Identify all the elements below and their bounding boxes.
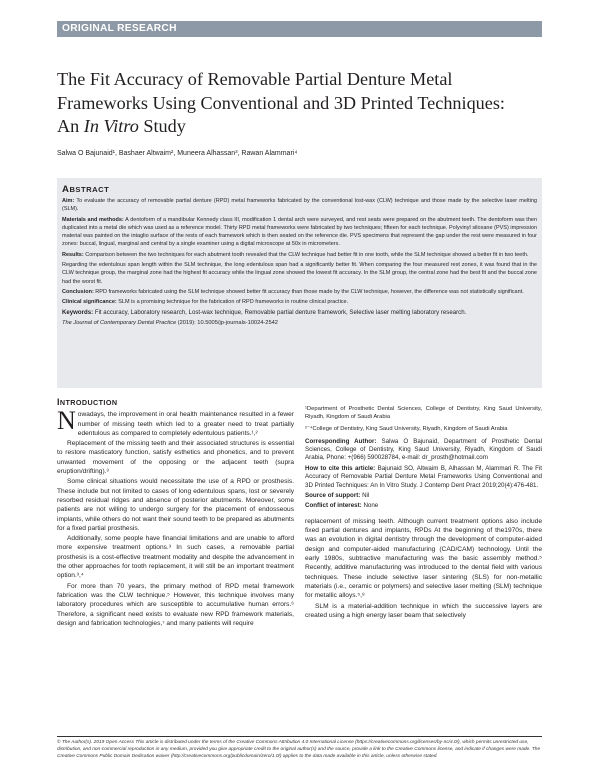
article-title xyxy=(57,68,547,139)
title-line-2: Frameworks Using Conventional and 3D Printed Techniques: xyxy=(57,92,505,113)
abstract-methods xyxy=(62,216,537,249)
title-italic: In Vitro xyxy=(83,116,139,136)
left-column xyxy=(57,398,294,629)
intro-paragraph-4: Additionally, some people have financial limitations and are unable to afford more expensive treatment options.³ In such cases, a removable partial prosthesis is a cost-effective treatment modality and despite the advancement in the other approaches for tooth replacement, it will still be an important treatment option.³,⁴ xyxy=(57,535,294,580)
intro-paragraph-5: For more than 70 years, the primary method of RPD metal framework fabrication was the CLW technique.⁵ However, this technique involves many laboratory procedures which are susceptible to accumulative human errors.⁶ Therefore, a significant need exists to evaluate new RPD framework materials, design and fabrication technologies,⁷ and many patients will require xyxy=(57,582,294,627)
intro-paragraph-3: Some clinical situations would necessitate the use of a RPD or prosthesis. These include but not limited to cases of long edentulous spans, lost or severely resorbed residual ridges and absence of posterior abutments. Moreover, some patients are not willing to undergo surgery for the placement of endosseous implants, while others do not want their sound teeth to be prepared as abutments for a fixed partial prosthesis. xyxy=(57,478,294,532)
intro-heading xyxy=(57,398,294,407)
aim-label: Aim: xyxy=(62,198,75,204)
cite-label: How to cite this article: xyxy=(305,464,376,472)
clinical-label: Clinical significance: xyxy=(62,299,117,306)
abstract-conclusion xyxy=(62,288,537,296)
conclusion-label: Conclusion: xyxy=(62,288,94,295)
abstract-heading-rest: BSTRACT xyxy=(69,185,110,194)
title-line-3 xyxy=(57,115,547,139)
abstract-aim xyxy=(62,197,537,214)
results-label: Results: xyxy=(62,251,84,258)
abstract-heading xyxy=(62,184,537,195)
keywords-label: Keywords: xyxy=(62,308,94,316)
cite-text: Bajunaid SO, Altwaim B, Alhassan M, Alammari R. The Fit Accuracy of Removable Partial Denture Metal Frameworks Using Conventional and 3D Printed Techniques: An In Vitro Study. J Contemp Dent Pract 2019;20(4):476-481. xyxy=(305,464,542,489)
drop-cap: N xyxy=(57,406,76,436)
methods-text: A dentoform of a mandibular Kennedy class III, modification 1 dental arch were surveyed, and rest seats were prepared on the abutment teeth. The dentoform was then duplicated into a metal die which was used as a reference model. Thirty RPD metal frameworks were fabricated by two techniques; fifteen for each technique. Polyvinyl siloxane (PVS) impression material was painted on the intaglio surface of the rests of each framework which is then seated on the reference die. PVS specimens that represent the gap under the rest were measured in four zones: buccal, lingual, marginal and central by a single examiner using a digital microscope at 50x in micrometers. xyxy=(62,216,537,248)
source-of-support xyxy=(305,492,542,500)
intro-paragraph-2: Replacement of the missing teeth and their associated structures is essential to restore masticatory function, satisfy esthetics and phonetics, and to prevent unwanted movement of the opposing or the adjacent teeth (supra eruption/drifting).³ xyxy=(57,440,294,476)
conclusion-text: RPD frameworks fabricated using the SLM technique showed better fit accuracy than those made by the CLW technique, however, the difference was not statistically significant. xyxy=(93,288,524,295)
affiliation-1: ¹Department of Prosthetic Dental Sciences, College of Dentistry, King Saud University, Riyadh, Kingdom of Saudi Arabia xyxy=(305,406,542,421)
abstract-heading-first: A xyxy=(62,184,70,195)
support-text: Nil xyxy=(360,492,370,500)
conflict-label: Conflict of interest: xyxy=(305,502,362,510)
aim-text: To evaluate the accuracy of removable partial denture (RPD) metal frameworks fabricated by the conventional lost-wax (CLW) technique and those made by the selective laser melting (SLM). xyxy=(62,198,537,213)
journal-citation xyxy=(62,320,537,326)
right-paragraph-1: replacement of missing teeth. Although current treatment options also include fixed partial dentures and implants, RPDs At the beginning of the1970s, there was an evolution in digital dentistry through the development of computer-aided design and computer-aided manufacturing (CAD/CAM) technology. Until the early 1980s, subtractive manufacturing was the basic assembly method.⁵ Recently, additive manufacturing was introduced to the dental field with various techniques. These include selective laser sintering (SLS) for non-metallic materials (i.e., ceramic or polymers) and selective laser melting (SLM) technique for metallic alloys.⁵,⁸ xyxy=(305,517,542,600)
corr-label: Corresponding Author: xyxy=(305,437,377,445)
affiliation-2: ²⁻⁴College of Dentistry, King Saud University, Riyadh, Kingdom of Saudi Arabia xyxy=(305,426,508,433)
intro-paragraph-1 xyxy=(57,406,294,438)
section-banner: ORIGINAL RESEARCH xyxy=(57,21,542,37)
abstract-results xyxy=(62,251,537,259)
journal-doi: (2019): 10.5005/jp-journals-10024-2542 xyxy=(176,320,278,327)
right-column xyxy=(305,405,542,621)
right-paragraph-2: SLM is a material-addition technique in which the successive layers are created using a high energy laser beam that selectively xyxy=(305,602,542,619)
conflict-text: None xyxy=(361,502,379,510)
license-footer: © The Author(s). 2019 Open Access This article is distributed under the terms of the Creative Commons Attribution 4.0 International License (https://creativecommons.org/licenses/by-nc/4.0/), which permits unrestricted use, distribution, and non-commercial reproduction in any medium, provided you give appropriate credit to the original author(s) and the source, provide a link to the Creative Commons license, and indicate if changes were made. The Creative Commons Public Domain Dedication waiver (http://creativecommons.org/publicdomain/zero/1.0/) applies to the data made available in this article, unless otherwise stated. xyxy=(57,740,541,760)
author-list: Salwa O Bajunaid¹, Bashaer Altwaim², Muneera Alhassan³, Rawan Alammari⁴ xyxy=(57,150,298,157)
conflict-of-interest xyxy=(305,502,542,510)
clinical-text: SLM is a promising technique for the fabrication of RPD frameworks in routine clinical practice. xyxy=(116,299,349,306)
results-text: Comparison between the two techniques for each abutment tooth revealed that the CLW technique had better fit in one tooth, while the SLM technique showed a better fit in two teeth. xyxy=(83,251,529,258)
title-line-3-pre: An xyxy=(57,116,84,136)
intro-heading-rest: NTRODUCTION xyxy=(59,398,118,407)
abstract-clinical xyxy=(62,298,537,306)
corr-text: Salwa O Bajunaid, Department of Prosthetic Dental Sciences, College of Dentistry, King Saud University, Riyadh, Kingdom of Saudi Arabia, Phone: +(966) 590028784, e-mail: dr_prosth@hotmail.com xyxy=(305,437,543,462)
title-line-1: The Fit Accuracy of Removable Partial Denture Metal xyxy=(57,69,453,89)
keywords-text: Fit accuracy, Laboratory research, Lost-wax technique, Removable partial denture framework, Selective laser melting laboratory research. xyxy=(93,308,467,316)
support-label: Source of support: xyxy=(305,492,361,500)
methods-label: Materials and methods: xyxy=(62,216,124,223)
title-line-3-post: Study xyxy=(138,116,186,136)
journal-name: The Journal of Contemporary Dental Practice xyxy=(62,320,177,327)
abstract-results-2: Regarding the edentulous span length within the SLM technique, the long edentulous span had a significantly better fit. When comparing the four measured rest zones, it was found that in the CLW technique group, the marginal zone had the highest fit accuracy while the lingual zone showed the lowest fit accuracy. In the SLM group, the central zone had the best fit and the buccal zone had the worst fit. xyxy=(62,262,537,285)
abstract-box xyxy=(57,178,542,388)
footer-divider xyxy=(57,736,542,737)
intro-heading-first: I xyxy=(57,397,60,407)
corresponding-author xyxy=(305,438,542,463)
how-to-cite xyxy=(305,465,542,490)
intro-p1-text: owadays, the improvement in oral health maintenance resulted in a fewer number of missing teeth which led to a greater need to treat partially edentulous as compared to completely edentulous patients.¹,² xyxy=(77,411,294,437)
abstract-keywords xyxy=(62,309,537,318)
